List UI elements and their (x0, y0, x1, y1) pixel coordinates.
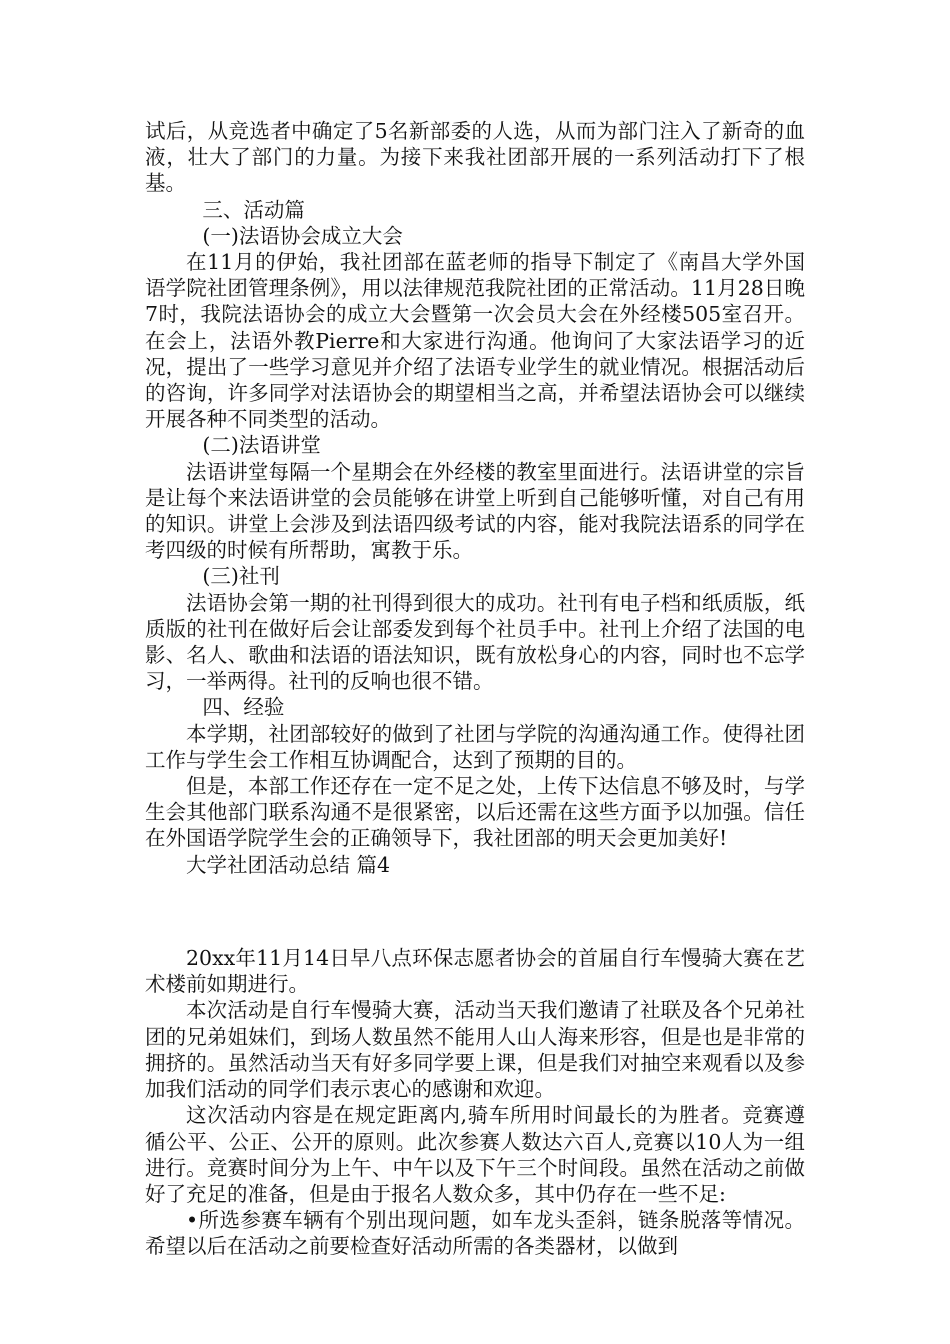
paragraph: 这次活动内容是在规定距离内,骑车所用时间最长的为胜者。竞赛遵循公平、公正、公开的原则。此次参赛人数达六百人,竞赛以10人为一组进行。竞赛时间分为上午、中午以及下午三个时间段。虽然在活动之前做好了充足的准备，但是由于报名人数众多，其中仍存在一些不足: (145, 1103, 805, 1206)
document-page (145, 118, 805, 1260)
paragraph: 法语讲堂每隔一个星期会在外经楼的教室里面进行。法语讲堂的宗旨是让每个来法语讲堂的会员能够在讲堂上听到自己能够听懂，对自己有用的知识。讲堂上会涉及到法语四级考试的内容，能对我院法语系的同学在考四级的时候有所帮助，寓教于乐。 (145, 459, 805, 563)
section-heading: (三)社刊 (202, 564, 280, 589)
section-heading: (二)法语讲堂 (202, 433, 321, 458)
paragraph: 试后，从竞选者中确定了5名新部委的人选，从而为部门注入了新奇的血液，壮大了部门的力量。为接下来我社团部开展的一系列活动打下了根基。 (145, 119, 805, 196)
paragraph: 但是，本部工作还存在一定不足之处，上传下达信息不够及时，与学生会其他部门联系沟通不是很紧密，以后还需在这些方面予以加强。信任在外国语学院学生会的正确领导下，我社团部的明天会更加美好! (145, 774, 805, 851)
section-heading: (一)法语协会成立大会 (202, 223, 403, 248)
section-heading: 三、活动篇 (202, 197, 305, 222)
paragraph: 本次活动是自行车慢骑大赛，活动当天我们邀请了社联及各个兄弟社团的兄弟姐妹们，到场人数虽然不能用人山人海来形容，但是也是非常的拥挤的。虽然活动当天有好多同学要上课，但是我们对抽空来观看以及参加我们活动的同学们表示衷心的感谢和欢迎。 (145, 998, 805, 1102)
paragraph: 法语协会第一期的社刊得到很大的成功。社刊有电子档和纸质版，纸质版的社刊在做好后会让部委发到每个社员手中。社刊上介绍了法国的电影、名人、歌曲和法语的语法知识，既有放松身心的内容，同时也不忘学习，一举两得。社刊的反响也很不错。 (145, 590, 805, 694)
paragraph: 大学社团活动总结 篇4 (186, 852, 391, 877)
paragraph: •所选参赛车辆有个别出现问题，如车龙头歪斜，链条脱落等情况。希望以后在活动之前要检查好活动所需的各类器材，以做到 (145, 1208, 805, 1259)
paragraph: 本学期，社团部较好的做到了社团与学院的沟通沟通工作。使得社团工作与学生会工作相互协调配合，达到了预期的目的。 (145, 721, 805, 772)
section-heading: 四、经验 (202, 695, 285, 720)
paragraph: 20xx年11月14日早八点环保志愿者协会的首届自行车慢骑大赛在艺术楼前如期进行。 (145, 946, 805, 997)
blank-line (145, 898, 805, 924)
paragraph: 在11月的伊始，我社团部在蓝老师的指导下制定了《南昌大学外国语学院社团管理条例》，用以法律规范我院社团的正常活动。11月28日晚7时，我院法语协会的成立大会暨第一次会员大会在外经楼505室召开。在会上，法语外教Pierre和大家进行沟通。他询问了大家法语学习的近况，提出了一些学习意见并介绍了法语专业学生的就业情况。根据活动后的咨询，许多同学对法语协会的期望相当之高，并希望法语协会可以继续开展各种不同类型的活动。 (145, 250, 805, 432)
